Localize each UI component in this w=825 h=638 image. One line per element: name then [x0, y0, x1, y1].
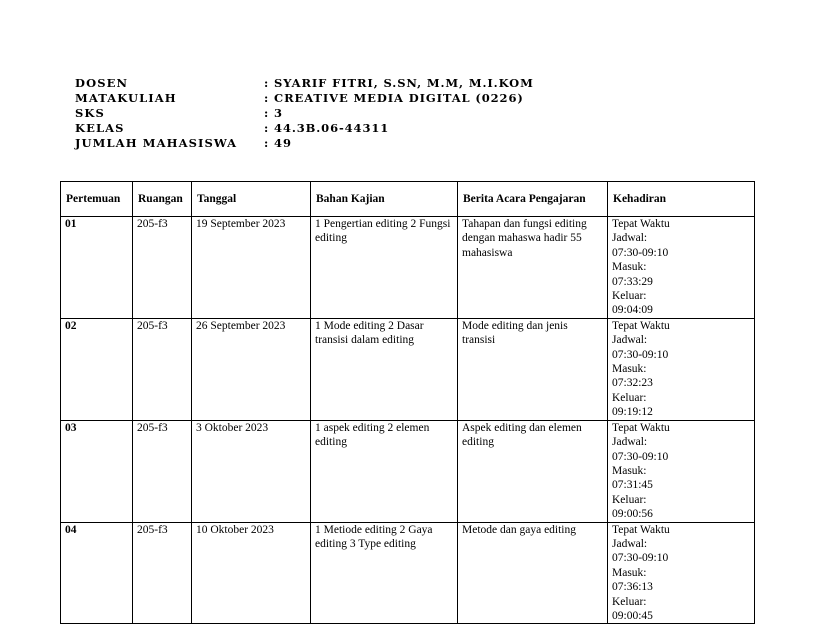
info-label: DOSEN: [75, 76, 129, 90]
attendance-schedule: 07:30-09:10: [612, 348, 669, 361]
table-row: [61, 522, 755, 624]
table-row: [61, 420, 755, 522]
attendance-in-label: Masuk:: [612, 261, 647, 274]
cell-berita-acara: Tahapan dan fungsi editing dengan mahaswa hadir 55 mahasiswa: [458, 217, 608, 319]
attendance-schedule-label: Jadwal:: [612, 334, 648, 347]
cell-ruangan: 205-f3: [133, 420, 192, 522]
attendance-schedule: 07:30-09:10: [612, 450, 669, 463]
table-row: [61, 318, 755, 420]
attendance-in-time: 07:36:13: [612, 581, 653, 594]
attendance-out-time: 09:04:09: [612, 304, 653, 317]
column-header-tanggal: Tanggal: [192, 182, 311, 217]
attendance-schedule-label: Jadwal:: [612, 436, 648, 449]
attendance-in-label: Masuk:: [612, 363, 647, 376]
attendance-in-time: 07:32:23: [612, 377, 653, 390]
cell-ruangan: 205-f3: [133, 318, 192, 420]
info-label: MATAKULIAH: [75, 91, 177, 105]
attendance-schedule-label: Jadwal:: [612, 537, 648, 550]
info-value: : CREATIVE MEDIA DIGITAL (0226): [264, 91, 524, 105]
attendance-out-time: 09:00:45: [612, 609, 653, 622]
attendance-in-label: Masuk:: [612, 464, 647, 477]
cell-bahan-kajian: 1 aspek editing 2 elemen editing: [311, 420, 458, 522]
attendance-schedule: 07:30-09:10: [612, 552, 669, 565]
attendance-in-label: Masuk:: [612, 566, 647, 579]
column-header-kehadiran: Kehadiran: [608, 182, 755, 217]
cell-berita-acara: Metode dan gaya editing: [458, 522, 608, 624]
cell-kehadiran: [608, 420, 755, 522]
table-header-row: [61, 182, 755, 217]
cell-tanggal: 10 Oktober 2023: [192, 522, 311, 624]
attendance-status: Tepat Waktu: [612, 523, 670, 536]
attendance-out-label: Keluar:: [612, 493, 647, 506]
attendance-out-label: Keluar:: [612, 595, 647, 608]
cell-tanggal: 19 September 2023: [192, 217, 311, 319]
attendance-status: Tepat Waktu: [612, 421, 670, 434]
cell-berita-acara: Mode editing dan jenis transisi: [458, 318, 608, 420]
column-header-ruangan: Ruangan: [133, 182, 192, 217]
info-label: KELAS: [75, 121, 125, 135]
cell-pertemuan: 01: [61, 217, 133, 319]
info-value: : 44.3B.06-44311: [264, 121, 390, 135]
column-header-pertemuan: Pertemuan: [61, 182, 133, 217]
attendance-status: Tepat Waktu: [612, 319, 670, 332]
attendance-out-time: 09:19:12: [612, 406, 653, 419]
cell-pertemuan: 03: [61, 420, 133, 522]
attendance-schedule: 07:30-09:10: [612, 246, 669, 259]
cell-kehadiran: [608, 217, 755, 319]
info-value: : 3: [264, 106, 283, 120]
info-value: : 49: [264, 136, 292, 150]
cell-ruangan: 205-f3: [133, 217, 192, 319]
attendance-schedule-label: Jadwal:: [612, 232, 648, 245]
table-row: [61, 217, 755, 319]
column-header-berita-acara: Berita Acara Pengajaran: [458, 182, 608, 217]
cell-ruangan: 205-f3: [133, 522, 192, 624]
info-label: SKS: [75, 106, 105, 120]
cell-bahan-kajian: 1 Metiode editing 2 Gaya editing 3 Type editing: [311, 522, 458, 624]
cell-bahan-kajian: 1 Pengertian editing 2 Fungsi editing: [311, 217, 458, 319]
column-header-bahan-kajian: Bahan Kajian: [311, 182, 458, 217]
attendance-status: Tepat Waktu: [612, 218, 670, 230]
attendance-out-label: Keluar:: [612, 391, 647, 404]
attendance-table: [60, 181, 755, 624]
attendance-in-time: 07:33:29: [612, 275, 653, 288]
attendance-out-label: Keluar:: [612, 290, 647, 303]
info-label: JUMLAH MAHASISWA: [75, 136, 238, 150]
cell-pertemuan: 04: [61, 522, 133, 624]
info-value: : SYARIF FITRI, S.SN, M.M, M.I.KOM: [264, 76, 534, 90]
attendance-out-time: 09:00:56: [612, 508, 653, 521]
cell-kehadiran: [608, 522, 755, 624]
cell-kehadiran: [608, 318, 755, 420]
cell-pertemuan: 02: [61, 318, 133, 420]
cell-bahan-kajian: 1 Mode editing 2 Dasar transisi dalam editing: [311, 318, 458, 420]
cell-berita-acara: Aspek editing dan elemen editing: [458, 420, 608, 522]
attendance-in-time: 07:31:45: [612, 479, 653, 492]
cell-tanggal: 3 Oktober 2023: [192, 420, 311, 522]
cell-tanggal: 26 September 2023: [192, 318, 311, 420]
